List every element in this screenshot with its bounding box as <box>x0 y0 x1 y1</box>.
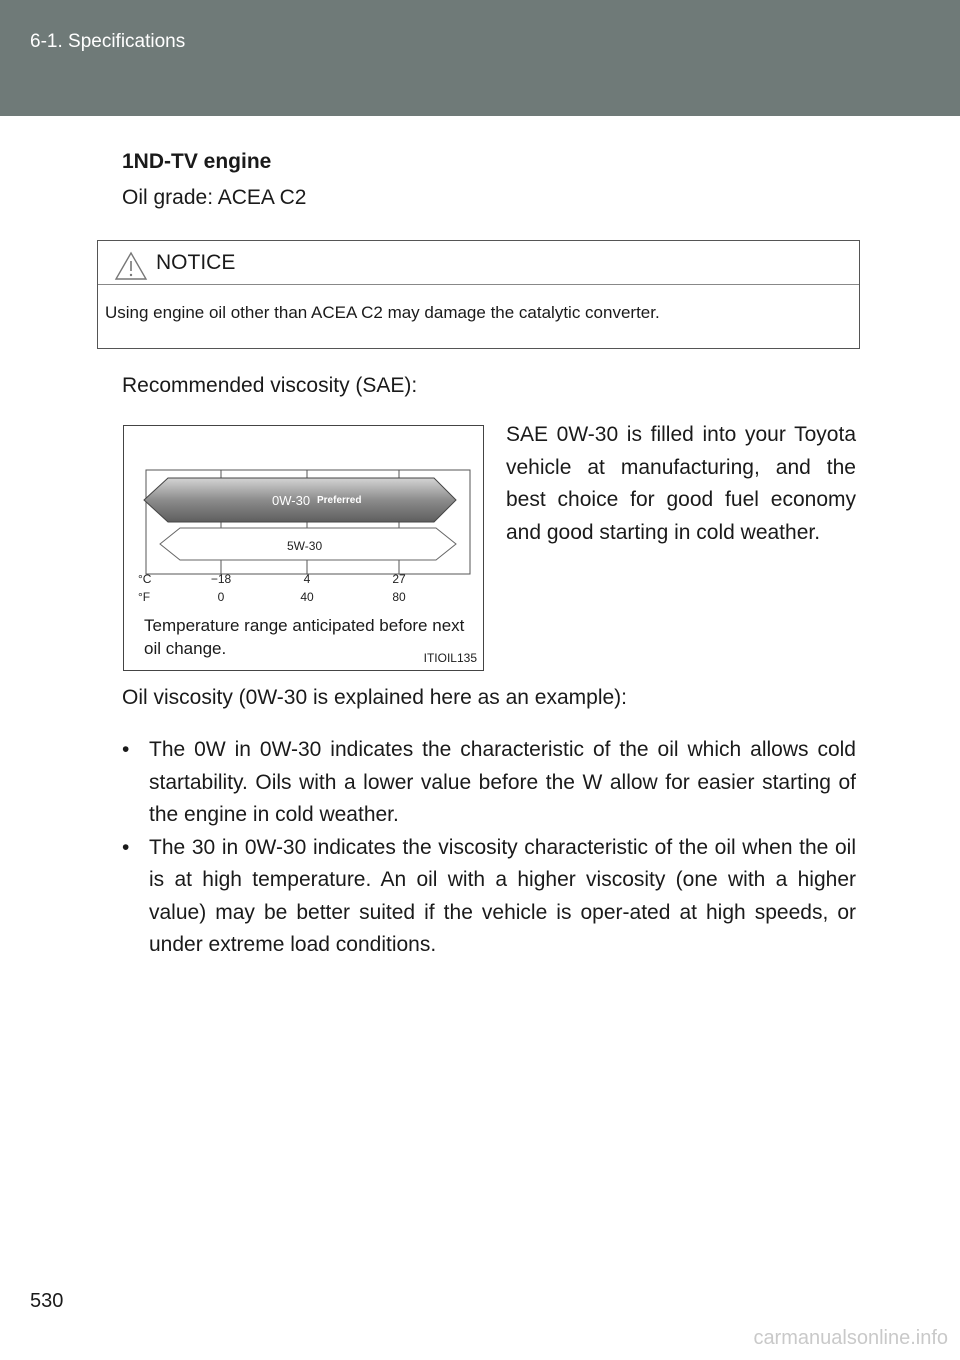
celsius-tick-minus18: −18 <box>210 572 232 586</box>
fahrenheit-tick-40: 40 <box>300 590 314 604</box>
fahrenheit-unit: °F <box>138 590 151 604</box>
fahrenheit-tick-80: 80 <box>392 590 406 604</box>
page-number: 530 <box>30 1290 64 1312</box>
celsius-tick-27: 27 <box>392 572 406 586</box>
watermark: carmanualsonline.info <box>753 1327 948 1349</box>
viscosity-diagram <box>123 425 484 671</box>
oil-grade: Oil grade: ACEA C2 <box>122 186 307 209</box>
diagram-caption: Temperature range anticipated before next oil change. <box>144 616 465 658</box>
celsius-tick-4: 4 <box>303 572 311 586</box>
engine-heading: 1ND-TV engine <box>122 150 272 173</box>
bullet-list <box>122 734 856 962</box>
celsius-unit: °C <box>138 572 152 586</box>
oil-viscosity-intro: Oil viscosity (0W-30 is explained here as an example): <box>122 686 627 709</box>
page-header <box>0 0 960 116</box>
preferred-label: Preferred <box>317 495 362 506</box>
alternate-grade-label: 5W-30 <box>287 539 323 553</box>
side-paragraph: SAE 0W-30 is filled into your Toyota vehicle at manufacturing, and the best choice for good fuel economy and good starting in cold weather. <box>506 423 856 544</box>
bullet-symbol: • <box>122 738 130 761</box>
notice-text: Using engine oil other than ACEA C2 may damage the catalytic converter. <box>105 303 660 322</box>
notice-box <box>97 240 860 349</box>
preferred-grade-label: 0W-30 <box>272 493 311 508</box>
bullet-text: The 30 in 0W-30 indicates the viscosity characteristic of the oil when the oil is at high temperature. An oil with a higher viscosity (one with a higher value) may be better suited if the vehicle is oper-ated at high speeds, or under extreme load conditions. <box>149 835 856 956</box>
fahrenheit-tick-0: 0 <box>217 590 225 604</box>
bullet-symbol: • <box>122 835 130 859</box>
diagram-code: ITIOIL135 <box>423 651 477 665</box>
notice-header <box>98 241 859 285</box>
list-item <box>122 734 856 832</box>
bullet-text: The 0W in 0W-30 indicates the characteristic of the oil which allows cold startability. Oils with a lower value before the W allow for easier starting of the engine in cold weather. <box>149 738 856 826</box>
warning-icon <box>114 251 148 281</box>
list-item <box>122 832 856 962</box>
notice-title: NOTICE <box>156 251 236 274</box>
section-title: 6-1. Specifications <box>30 31 186 52</box>
recommended-viscosity-label: Recommended viscosity (SAE): <box>122 374 418 397</box>
